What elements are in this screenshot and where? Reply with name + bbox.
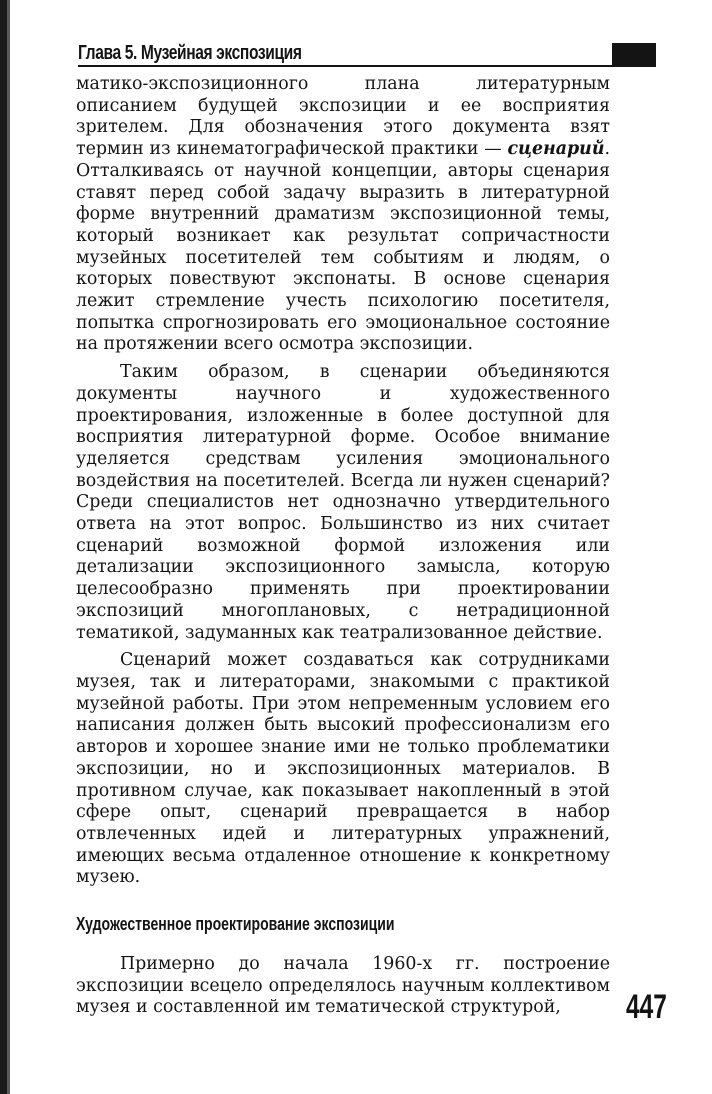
- paragraph-1: [76, 74, 610, 356]
- paragraph-1-start: матико-экспозиционного плана литературным описанием будущей экспозиции и ее восприятия зрителем. Для обозначения этого документа взят термин из кинематографической практики —: [76, 74, 610, 160]
- page-edge-shadow-inner: [7, 0, 10, 1094]
- section-body: [76, 954, 610, 1019]
- paragraph-3: Сценарий может создаваться как сотрудниками музея, так и литераторами, знакомыми с практикой музейной работы. При этом непременным условием его написания должен быть высокий профессионализм его авторов и хорошее знание ими не только проблематики экспозиции, но и экспозиционных материалов. В противном случае, как показывает накопленный в этой сфере опыт, сценарий превращается в набор отвлеченных идей и литературных упражнений, имеющих весьма отдаленное отношение к конкретному музею.: [76, 650, 610, 888]
- section-heading: Художественное проектирование экспозиции: [76, 914, 395, 934]
- header-block: [612, 43, 656, 65]
- body-text: [76, 74, 610, 889]
- header-rule: [78, 65, 656, 67]
- page-header: [78, 42, 656, 68]
- running-head: Глава 5. Музейная экспозиция: [78, 42, 302, 64]
- page-number: 447: [626, 988, 667, 1026]
- paragraph-2: Таким образом, в сценарии объединяются документы научного и художественного проектирования, изложенные в более доступной для восприятия литературной форме. Особое внимание уделяется средствам усиления эмоционального воздействия на посетителей. Всегда ли нужен сценарий? Среди специалистов нет однозначно утвердительного ответа на этот вопрос. Большинство из них считает сценарий возможной формой изложения или детализации экспозиционного замысла, которую целесообразно применять при проектировании экспозиций многоплановых, с нетрадиционной тематикой, задуманных как театрализованное действие.: [76, 362, 610, 643]
- paragraph-1-end: . Отталкиваясь от научной концепции, авторы сценария ставят перед собой задачу выразить в литературной форме внутренний драматизм экспозиционной темы, который возникает как результат сопричастности музейных посетителей тем событиям и людям, о которых повествуют экспонаты. В основе сценария лежит стремление учесть психологию посетителя, попытка спрогнозировать его эмоциональное состояние на протяжении всего осмотра экспозиции.: [76, 139, 610, 355]
- page-edge-shadow: [0, 0, 7, 1094]
- paragraph-4: Примерно до начала 1960-х гг. построение экспозиции всецело определялось научным коллективом музея и составленной им тематической структурой,: [76, 954, 610, 1018]
- term-scenario: сценарий: [507, 139, 605, 160]
